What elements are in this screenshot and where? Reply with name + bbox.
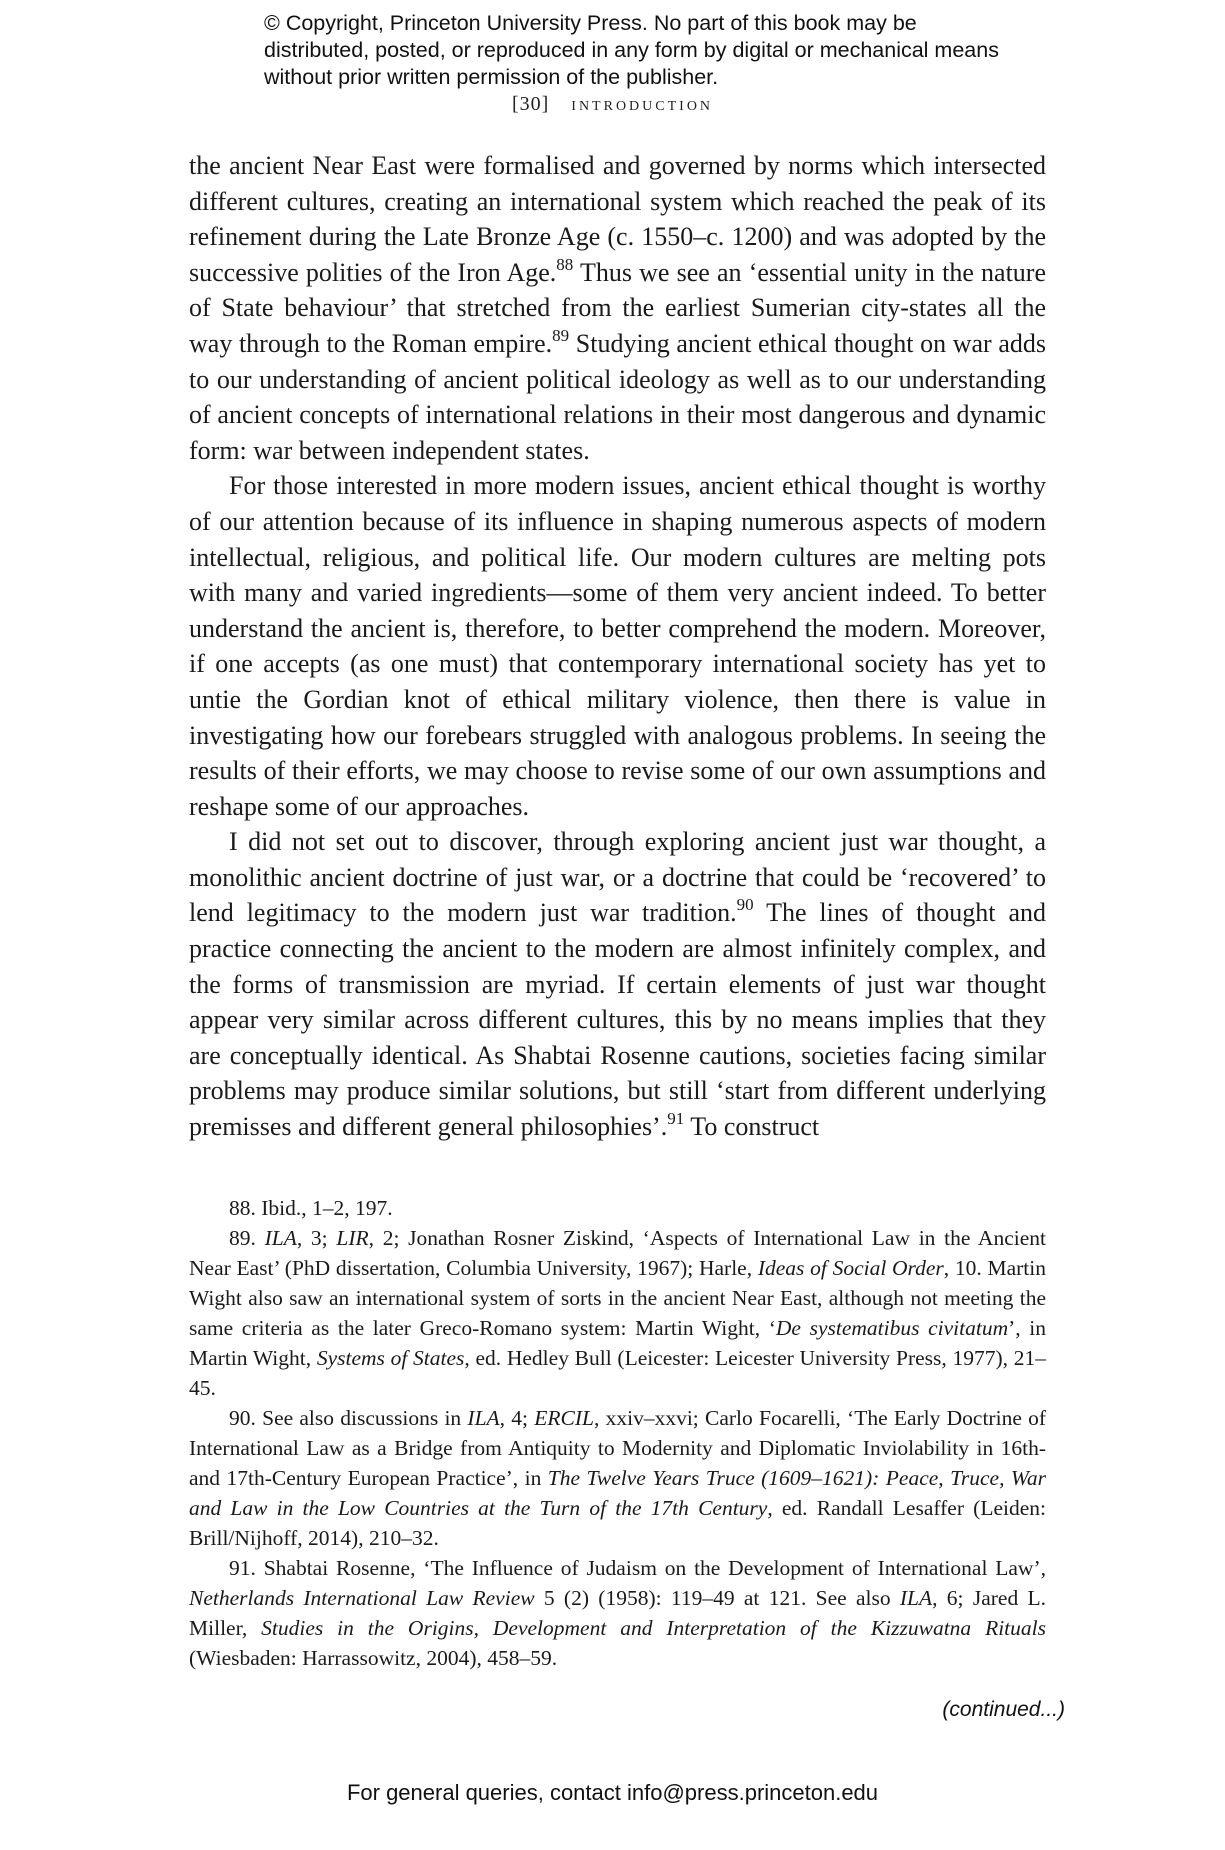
running-head — [0, 93, 1225, 116]
footnote-ref[interactable]: 88 — [556, 254, 574, 274]
footnote-89: 89. ILA, 3; LIR, 2; Jonathan Rosner Ziskind, ‘Aspects of International Law in the Ancient Near East’ (PhD dissertation, Columbia University, 1967); Harle, Ideas of Social Order, 10. Martin Wight also saw an international system of sorts in the ancient Near East, although not meeting the same criteria as the later Greco-Romano system: Martin Wight, ‘De systematibus civitatum’, in Martin Wight, Systems of States, ed. Hedley Bull (Leicester: Leicester University Press, 1977), 21–45. — [189, 1226, 1046, 1400]
footnote-ref[interactable]: 91 — [667, 1109, 685, 1129]
contact-line: For general queries, contact info@press.princeton.edu — [346, 1780, 879, 1805]
footnote-88: 88. Ibid., 1–2, 197. — [229, 1196, 393, 1220]
footnote-91: 91. Shabtai Rosenne, ‘The Influence of Judaism on the Development of International Law’, Netherlands International Law Review 5 (2) (1958): 119–49 at 121. See also ILA, 6; Jared L. Miller, Studies in the Origins, Development and Interpretation of the Kizzuwatna Rituals (Wiesbaden: Harrassowitz, 2004), 458–59. — [189, 1556, 1046, 1670]
footnote-ref[interactable]: 89 — [552, 325, 570, 345]
footnote-90: 90. See also discussions in ILA, 4; ERCIL, xxiv–xxvi; Carlo Focarelli, ‘The Early Doctrine of International Law as a Bridge from Antiquity to Modernity and Diplomatic Inviolability in 16th- and 17th-Century European Practice’, in The Twelve Years Truce (1609–1621): Peace, Truce, War and Law in the Low Countries at the Turn of the 17th Century, ed. Randall Lesaffer (Leiden: Brill/Nijhoff, 2014), 210–32. — [189, 1406, 1047, 1550]
paragraph: I did not set out to discover, through exploring ancient just war thought, a monolithic ancient doctrine of just war, or a doctrine that could be ‘recovered’ to lend legitimacy to the modern just war tradition.$^{90}$ The lines of thought and practice connecting the ancient to the modern are almost infinitely complex, and the forms of transmission are myriad. If certain elements of just war thought appear very similar across different cultures, this by no means implies that they are conceptually identical. As Shabtai Rosenne cautions, societies facing similar problems may produce similar solutions, but still ‘start from different underlying premisses and different general philosophies’.$^{91}$ To construct — [189, 827, 1046, 1142]
footnotes — [189, 1193, 1046, 1673]
continued-label: (continued...) — [942, 1698, 1065, 1721]
footnote-ref[interactable]: 90 — [736, 895, 754, 915]
paragraph: the ancient Near East were formalised and governed by norms which intersected different cultures, creating an international system which reached the peak of its refinement during the Late Bronze Age (c. 1550–c. 1200) and was adopted by the successive polities of the Iron Age.$^{88}$ Thus we see an ‘essential unity in the nature of State behaviour’ that stretched from the earliest Sumerian city-states all the way through to the Roman empire.$^{89}$ Studying ancient ethical thought on war adds to our understanding of ancient political ideology as well as to our understanding of ancient concepts of international relations in their most dangerous and dynamic form: war between independent states. — [189, 151, 1046, 465]
page-number: [30] — [511, 93, 550, 115]
copyright-notice: © Copyright, Princeton University Press. No part of this book may be distributed, posted, or reproduced in any form by digital or mechanical means without prior written permission of the publisher. — [264, 11, 999, 89]
body-text — [189, 148, 1046, 1145]
paragraph: For those interested in more modern issues, ancient ethical thought is worthy of our attention because of its influence in shaping numerous aspects of modern intellectual, religious, and political life. Our modern cultures are melting pots with many and varied ingredients—some of them very ancient indeed. To better understand the ancient is, therefore, to better comprehend the modern. Moreover, if one accepts (as one must) that contemporary international society has yet to untie the Gordian knot of ethical military violence, then there is value in investigating how our forebears struggled with analogous problems. In seeing the results of their efforts, we may choose to revise some of our own assumptions and reshape some of our approaches. — [189, 471, 1046, 821]
section-title: introduction — [571, 93, 714, 115]
